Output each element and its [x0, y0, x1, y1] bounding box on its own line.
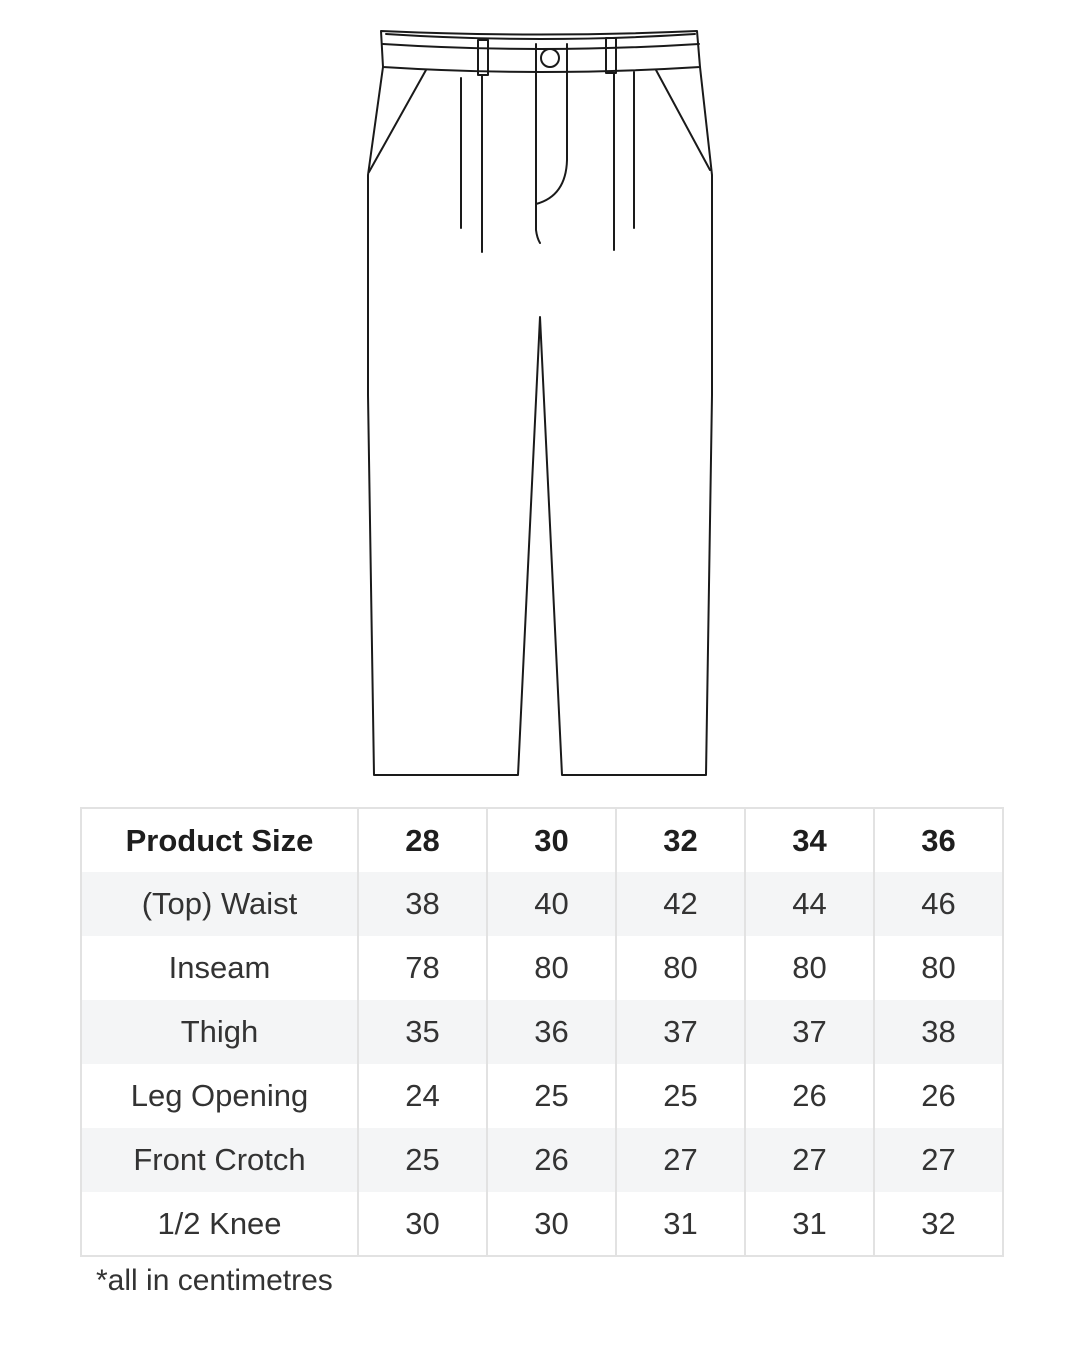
table-row	[81, 936, 1003, 1000]
table-cell: 44	[745, 872, 874, 936]
table-cell: 80	[874, 936, 1003, 1000]
table-cell: 27	[616, 1128, 745, 1192]
header-product-size: Product Size	[125, 822, 314, 858]
row-label: Leg Opening	[81, 1064, 358, 1128]
table-cell: 80	[745, 936, 874, 1000]
table-row	[81, 1000, 1003, 1064]
fly-placket	[536, 44, 567, 243]
table-cell: 26	[874, 1064, 1003, 1128]
table-cell: 36	[487, 1000, 616, 1064]
table-cell: 35	[358, 1000, 487, 1064]
belt-loop-left	[478, 40, 488, 75]
pleat-left	[461, 75, 482, 252]
table-cell: 30	[358, 1192, 487, 1256]
table-cell: 31	[616, 1192, 745, 1256]
trousers-outline	[368, 67, 712, 775]
table-cell: 25	[487, 1064, 616, 1128]
table-row	[81, 1128, 1003, 1192]
pocket-left	[369, 70, 426, 172]
table-cell: 32	[874, 1192, 1003, 1256]
table-cell: 26	[487, 1128, 616, 1192]
table-cell: 38	[874, 1000, 1003, 1064]
header-size: 32	[616, 808, 745, 872]
table-cell: 40	[487, 872, 616, 936]
table-cell: 78	[358, 936, 487, 1000]
row-label: Thigh	[81, 1000, 358, 1064]
table-cell: 25	[616, 1064, 745, 1128]
table-cell: 42	[616, 872, 745, 936]
row-label: Front Crotch	[81, 1128, 358, 1192]
row-label: 1/2 Knee	[81, 1192, 358, 1256]
table-cell: 27	[745, 1128, 874, 1192]
table-header-row	[81, 808, 1003, 872]
header-size: 34	[745, 808, 874, 872]
table-cell: 80	[616, 936, 745, 1000]
button-icon	[541, 49, 559, 67]
table-cell: 46	[874, 872, 1003, 936]
waistband	[381, 31, 700, 72]
table-cell: 31	[745, 1192, 874, 1256]
table-cell: 37	[616, 1000, 745, 1064]
table-cell: 26	[745, 1064, 874, 1128]
table-cell: 25	[358, 1128, 487, 1192]
belt-loop-right	[606, 38, 616, 73]
header-size: 28	[358, 808, 487, 872]
table-cell: 80	[487, 936, 616, 1000]
table-row	[81, 1064, 1003, 1128]
table-row	[81, 1192, 1003, 1256]
table-row	[81, 872, 1003, 936]
table-cell: 30	[487, 1192, 616, 1256]
header-size: 36	[874, 808, 1003, 872]
header-size: 30	[487, 808, 616, 872]
row-label: Inseam	[81, 936, 358, 1000]
table-cell: 38	[358, 872, 487, 936]
table-cell: 24	[358, 1064, 487, 1128]
pleat-right	[614, 72, 634, 250]
size-chart-table	[80, 807, 1004, 1257]
row-label: (Top) Waist	[81, 872, 358, 936]
table-cell: 27	[874, 1128, 1003, 1192]
footnote: *all in centimetres	[96, 1264, 333, 1297]
table-cell: 37	[745, 1000, 874, 1064]
